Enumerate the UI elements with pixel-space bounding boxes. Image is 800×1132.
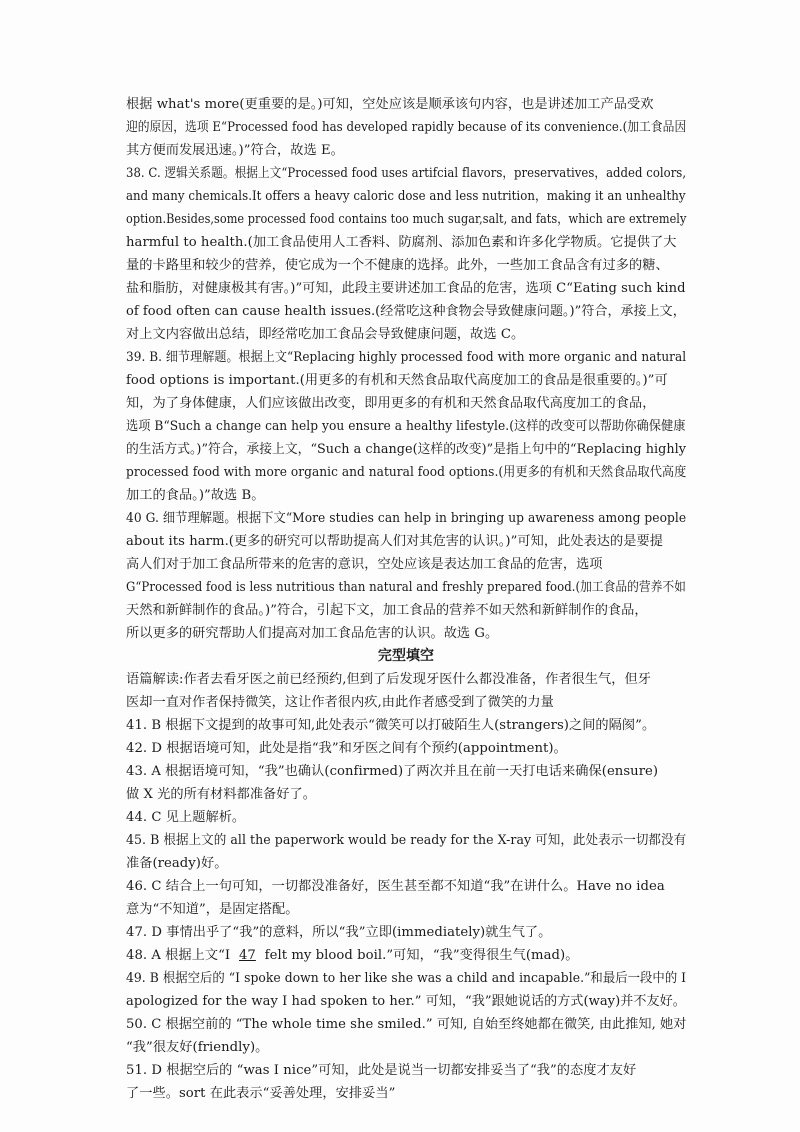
text-line: 意为“不知道”，是固定搭配。 [126, 902, 299, 917]
text-line: 选项 B“Such a change can help you ensure a healthy lifestyle.(这样的改变可以帮助你确保健康 [126, 419, 686, 434]
text-line: 42. D 根据语境可知，此处是指“我”和牙医之间有个预约(appointment)。 [126, 741, 567, 756]
text-line: 对上文内容做出总结，即经常吃加工食品会导致健康问题，故选 C。 [126, 327, 525, 342]
text-line: option.Besides,some processed food contains too much sugar,salt, and fats，which are extremely [126, 212, 687, 227]
answer-48-suffix: felt my blood boil.”可知，“我”变得很生气(mad)。 [260, 948, 579, 963]
text-line: 45. B 根据上文的 all the paperwork would be ready for the X-ray 可知，此处表示一切都没有 [126, 833, 687, 848]
text-line: 做 X 光的所有材料都准备好了。 [126, 787, 317, 802]
text-line: 加工的食品。)”故选 B。 [126, 488, 265, 503]
text-line: food options is important.(用更多的有机和天然食品取代高度加工的食品是很重要的。)”可 [126, 373, 668, 388]
text-line: 38. C. 逻辑关系题。根据上文“Processed food uses artifcial flavors，preservatives，added colors, [126, 166, 687, 181]
text-line: 盐和脂肪，对健康极其有害。)”可知，此段主要讲述加工食品的危害，选项 C“Eating such kind [126, 281, 686, 296]
text-line: 准备(ready)好。 [126, 856, 228, 871]
section-heading: 完型填空 [377, 648, 435, 664]
text-line: G“Processed food is less nutritious than natural and freshly prepared food.(加工食品的营养不如 [126, 580, 686, 595]
answer-explanations [126, 93, 686, 1105]
text-line: 高人们对于加工食品所带来的危害的意识，空处应该是表达加工食品的危害，选项 [126, 557, 603, 572]
blank-number: 47 [238, 948, 256, 963]
text-line: processed food with more organic and natural food options.(用更多的有机和天然食品取代高度 [126, 465, 687, 480]
text-line: 40 G. 细节理解题。根据下文“More studies can help in bringing up awareness among people [126, 511, 687, 526]
text-line: 的生活方式。)”符合，承接上文，“Such a change(这样的改变)”是指上句中的“Replacing highly [126, 442, 686, 457]
text-line: 其方便而发展迅速。)”符合，故选 E。 [126, 143, 344, 158]
text-line: 所以更多的研究帮助人们提高对加工食品危害的认识。故选 G。 [126, 626, 499, 641]
text-line: and many chemicals.It offers a heavy caloric dose and less nutrition，making it an unhealthy [126, 189, 686, 204]
text-line: 44. C 见上题解析。 [126, 810, 246, 825]
text-line: 根据 what's more(更重要的是。)可知，空处应该是顺承该句内容，也是讲述加工产品受欢 [126, 97, 654, 112]
text-line: 语篇解读:作者去看牙医之前已经预约,但到了后发现牙医什么都没准备，作者很生气，但牙 [126, 672, 651, 687]
text-line: 了一些。sort 在此表示“妥善处理，安排妥当” [126, 1086, 396, 1101]
text-line: 知，为了身体健康，人们应该做出改变，即用更多的有机和天然食品取代高度加工的食品， [126, 396, 656, 411]
text-line: 迎的原因，选项 E“Processed food has developed rapidly because of its convenience.(加工食品因 [126, 120, 687, 135]
text-line: 39. B. 细节理解题。根据上文“Replacing highly processed food with more organic and natural [126, 350, 687, 365]
text-line: 医却一直对作者保持微笑，这让作者很内疚,由此作者感受到了微笑的力量 [126, 695, 554, 710]
text-line: 51. D 根据空后的 “was I nice”可知，此处是说当一切都安排妥当了“我”的态度才友好 [126, 1063, 637, 1078]
text-line: about its harm.(更多的研究可以帮助提高人们对其危害的认识。)”可知，此处表达的是要提 [126, 534, 663, 549]
text-line: 50. C 根据空前的 “The whole time she smiled.” 可知, 自始至终她都在微笑, 由此推知, 她对 [126, 1017, 687, 1032]
text-line: 天然和新鲜制作的食品。)”符合，引起下文，加工食品的营养不如天然和新鲜制作的食品， [126, 603, 648, 618]
text-line: apologized for the way I had spoken to her.” 可知，“我”跟她说话的方式(way)并不友好。 [126, 994, 686, 1009]
answer-48-line [126, 944, 686, 967]
answer-48-prefix: 48. A 根据上文“I [126, 948, 235, 963]
text-line: 43. A 根据语境可知，“我”也确认(confirmed)了两次并且在前一天打电话来确保(ensure) [126, 764, 659, 779]
text-line: 49. B 根据空后的 “I spoke down to her like she was a child and incapable.”和最后一段中的 I [126, 971, 687, 986]
text-line: 46. C 结合上一句可知，一切都没准备好，医生甚至都不知道“我”在讲什么。Have no idea [126, 879, 665, 894]
text-line: “我”很友好(friendly)。 [126, 1040, 269, 1055]
text-line: 量的卡路里和较少的营养，使它成为一个不健康的选择。此外，一些加工食品含有过多的糖、 [126, 258, 669, 273]
text-line: of food often can cause health issues.(经常吃这种食物会导致健康问题。)”符合，承接上文， [126, 304, 686, 319]
text-line: 47. D 事情出乎了“我”的意料，所以“我”立即(immediately)就生气了。 [126, 925, 552, 940]
text-line: harmful to health.(加工食品使用人工香料、防腐剂、添加色素和许多化学物质。它提供了大 [126, 235, 677, 250]
text-line: 41. B 根据下文提到的故事可知,此处表示“微笑可以打破陌生人(strangers)之间的隔阂”。 [126, 718, 656, 733]
